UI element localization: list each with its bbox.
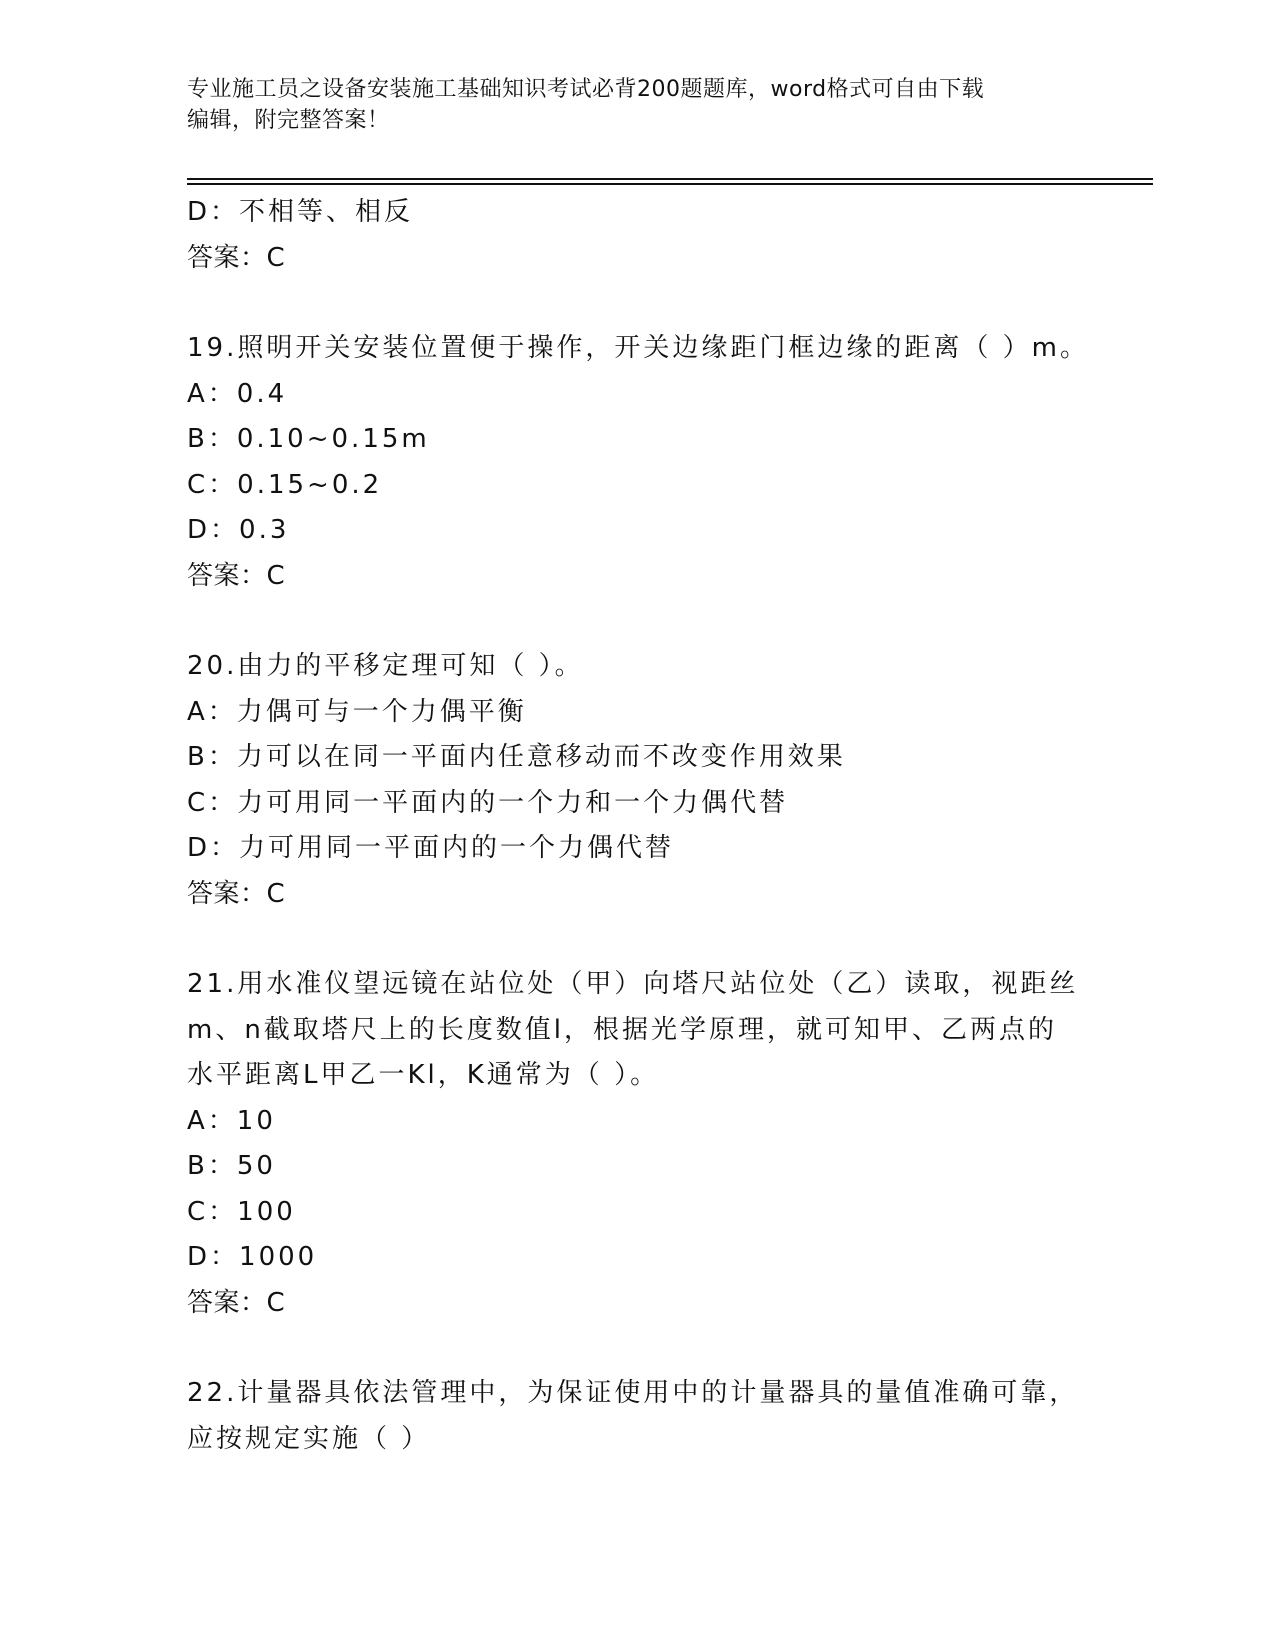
question-spacer — [187, 1326, 1087, 1371]
option-a: A：10 — [187, 1105, 276, 1136]
question-spacer — [187, 599, 1087, 644]
option-d: D：1000 — [187, 1242, 318, 1272]
partial-question-block — [187, 190, 1087, 281]
question-stem: 19.照明开关安装位置便于操作，开关边缘距门框边缘的距离（ ）m。 — [187, 333, 1089, 363]
question-stem-line-1: 22.计量器具依法管理中，为保证使用中的计量器具的量值准确可靠， — [187, 1378, 1079, 1408]
page-header — [187, 74, 1087, 136]
option-a: A：0.4 — [187, 378, 288, 409]
option-b: B：50 — [187, 1151, 276, 1181]
option-d: D：0.3 — [187, 515, 290, 545]
option-a: A：力偶可与一个力偶平衡 — [187, 696, 527, 727]
option-b: B：力可以在同一平面内任意移动而不改变作用效果 — [187, 742, 846, 772]
header-divider-bottom — [187, 183, 1153, 185]
question-stem: 20.由力的平移定理可知（ ）。 — [187, 651, 584, 681]
option-c: C：力可用同一平面内的一个力和一个力偶代替 — [187, 787, 789, 818]
question-block-22 — [187, 1371, 1087, 1462]
header-divider-top — [187, 178, 1153, 180]
header-title-line-1: 专业施工员之设备安装施工基础知识考试必背200题题库，word格式可自由下载 — [187, 77, 985, 102]
question-stem-line-2: 应按规定实施（ ） — [187, 1423, 431, 1454]
option-c: C：0.15~0.2 — [187, 469, 383, 500]
answer-line: 答案：C — [187, 560, 286, 591]
question-stem-line-2: m、n截取塔尺上的长度数值l，根据光学原理，就可知甲、乙两点的 — [187, 1014, 1058, 1045]
option-d: D：力可用同一平面内的一个力偶代替 — [187, 833, 675, 863]
question-stem-line-3: 水平距离L甲乙一Kl，K通常为（ ）。 — [187, 1060, 660, 1090]
question-spacer — [187, 281, 1087, 326]
question-list — [187, 190, 1087, 1462]
answer-line: 答案：C — [187, 1287, 286, 1318]
question-block-21 — [187, 962, 1087, 1326]
option-b: B：0.10~0.15m — [187, 424, 430, 454]
header-title-line-2: 编辑，附完整答案！ — [187, 108, 390, 133]
question-spacer — [187, 917, 1087, 962]
question-block-19 — [187, 326, 1087, 599]
question-block-20 — [187, 644, 1087, 917]
answer-line: 答案：C — [187, 242, 286, 273]
option-d: D：不相等、相反 — [187, 197, 414, 227]
question-stem-line-1: 21.用水准仪望远镜在站位处（甲）向塔尺站位处（乙）读取，视距丝 — [187, 969, 1079, 999]
answer-line: 答案：C — [187, 878, 286, 909]
option-c: C：100 — [187, 1196, 296, 1227]
